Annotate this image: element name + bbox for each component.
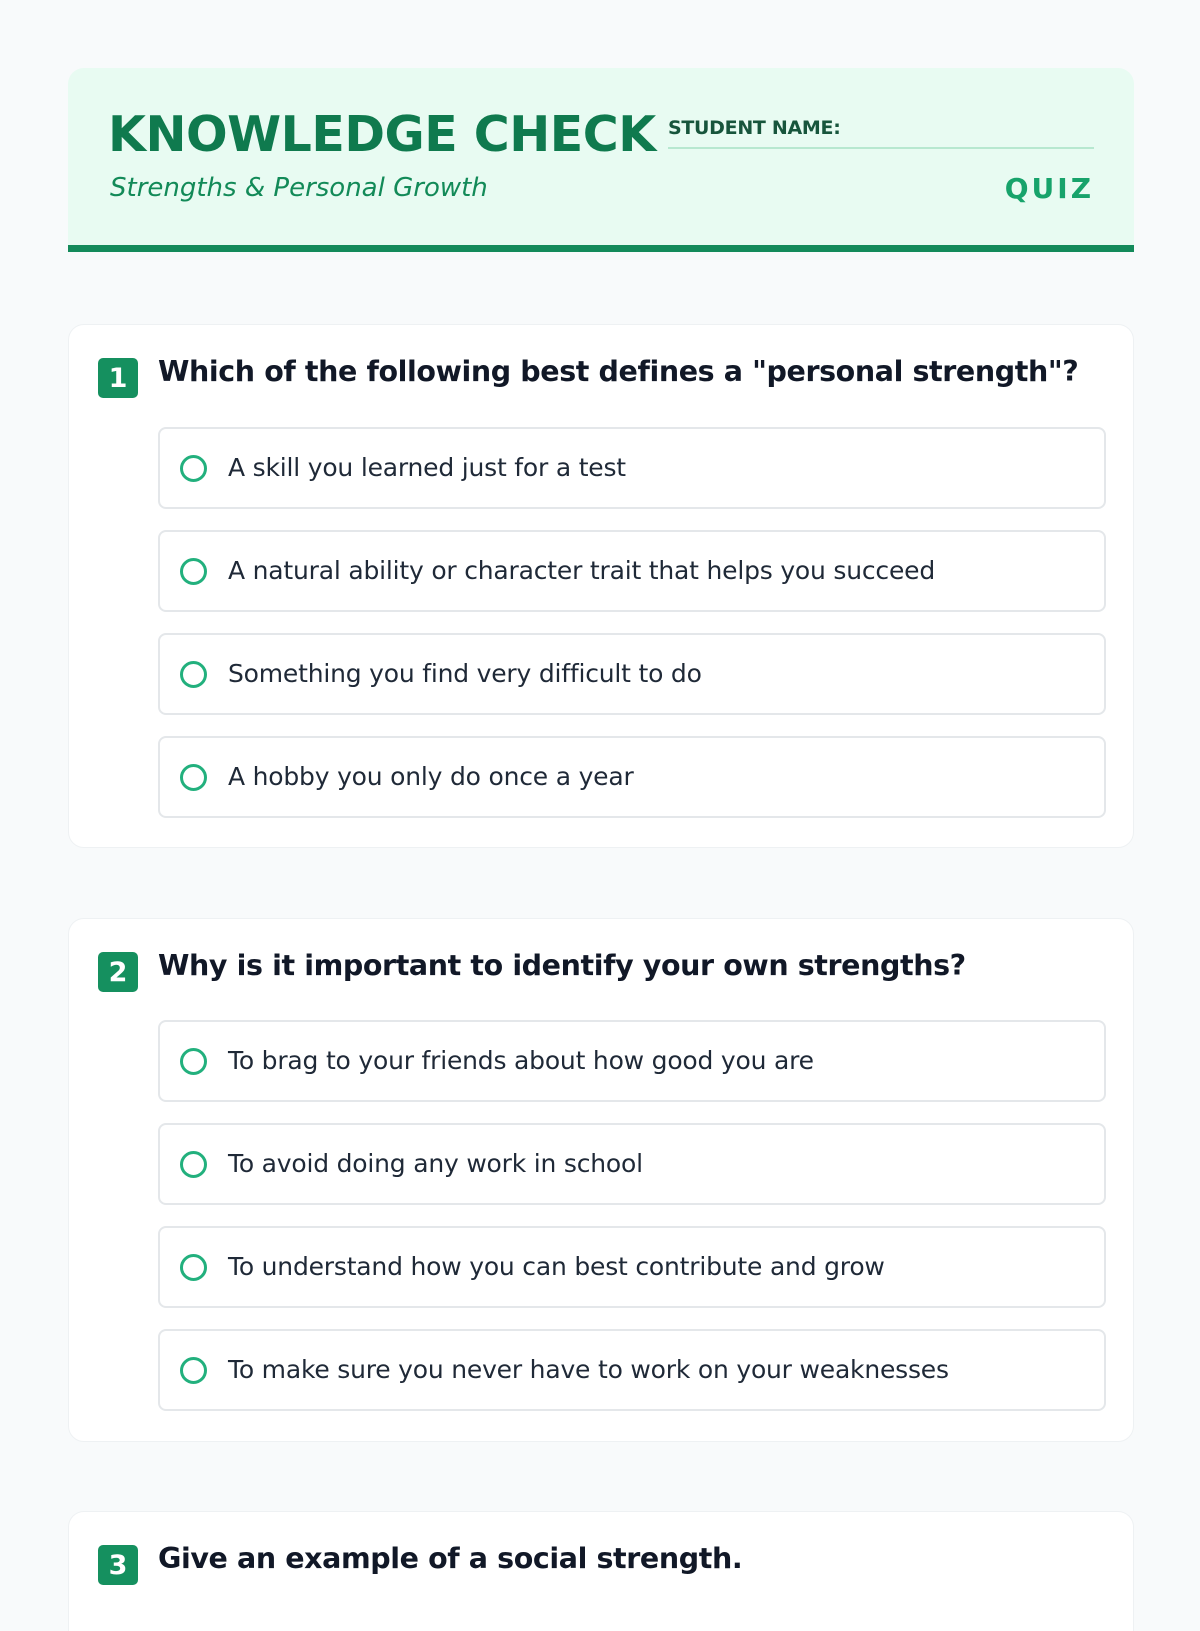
- answer-option-2a[interactable]: [158, 1020, 1106, 1102]
- answer-option-label: To brag to your friends about how good you are: [228, 1046, 814, 1075]
- radio-button[interactable]: [180, 1254, 207, 1281]
- question-number-badge: 2: [98, 952, 138, 992]
- quiz-header: [68, 68, 1134, 252]
- student-name-field[interactable]: [668, 147, 1094, 149]
- page-title: KNOWLEDGE CHECK: [108, 106, 656, 163]
- radio-button[interactable]: [180, 1151, 207, 1178]
- answer-option-2b[interactable]: [158, 1123, 1106, 1205]
- question-card-3: [68, 1511, 1134, 1631]
- radio-button[interactable]: [180, 661, 207, 688]
- page-subtitle: Strengths & Personal Growth: [110, 173, 488, 203]
- answer-option-label: To make sure you never have to work on your weaknesses: [228, 1355, 949, 1384]
- answer-option-1c[interactable]: [158, 633, 1106, 715]
- answer-option-2d[interactable]: [158, 1329, 1106, 1411]
- answer-option-1a[interactable]: [158, 427, 1106, 509]
- question-card-2: [68, 918, 1134, 1442]
- student-name-label: STUDENT NAME:: [668, 117, 841, 139]
- answer-option-label: A hobby you only do once a year: [228, 762, 634, 791]
- question-card-1: [68, 324, 1134, 848]
- answer-option-1d[interactable]: [158, 736, 1106, 818]
- radio-button[interactable]: [180, 558, 207, 585]
- quiz-badge: QUIZ: [1004, 172, 1094, 205]
- answer-option-1b[interactable]: [158, 530, 1106, 612]
- answer-option-2c[interactable]: [158, 1226, 1106, 1308]
- answer-option-label: A natural ability or character trait that helps you succeed: [228, 556, 935, 585]
- radio-button[interactable]: [180, 455, 207, 482]
- answer-option-label: To understand how you can best contribute and grow: [228, 1252, 885, 1281]
- question-number-badge: 1: [98, 358, 138, 398]
- radio-button[interactable]: [180, 1357, 207, 1384]
- question-number-badge: 3: [98, 1545, 138, 1585]
- answer-option-label: Something you find very difficult to do: [228, 659, 702, 688]
- answer-option-label: A skill you learned just for a test: [228, 453, 626, 482]
- radio-button[interactable]: [180, 764, 207, 791]
- answer-option-label: To avoid doing any work in school: [228, 1149, 643, 1178]
- radio-button[interactable]: [180, 1048, 207, 1075]
- question-text: Why is it important to identify your own strengths?: [158, 949, 966, 982]
- question-text: Give an example of a social strength.: [158, 1542, 743, 1575]
- question-text: Which of the following best defines a "personal strength"?: [158, 355, 1079, 388]
